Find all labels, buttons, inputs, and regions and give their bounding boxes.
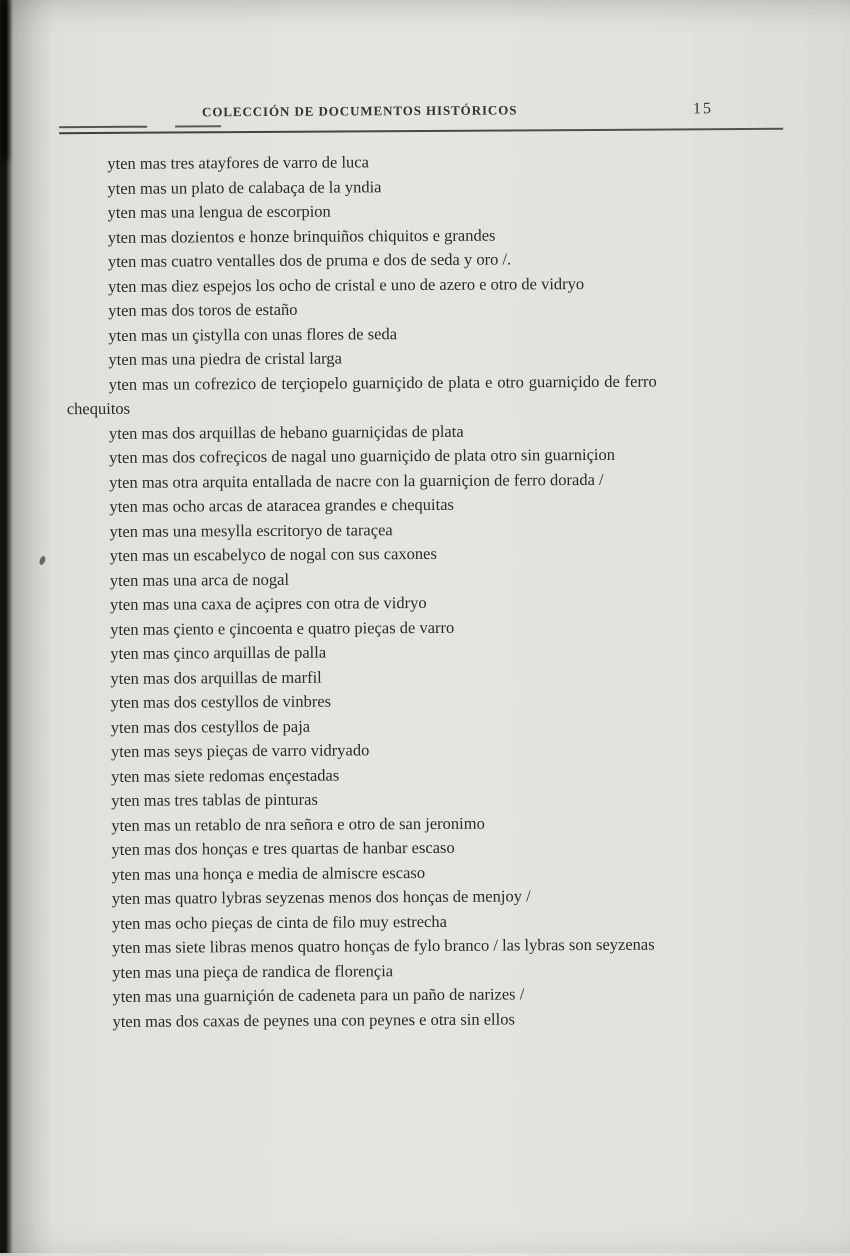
- inventory-entry: yten mas siete libras menos quatro honças de fylo branco / las lybras son seyzenas: [112, 934, 655, 957]
- inventory-entry: yten mas dos cestyllos de vinbres: [110, 691, 332, 712]
- inventory-entry: yten mas dos arquillas de marfil: [110, 667, 322, 688]
- page-header: [0, 100, 847, 127]
- inventory-entry: yten mas diez espejos los ocho de cristal e uno de azero e otro de vidryo: [108, 273, 585, 296]
- inventory-entry: yten mas un plato de calabaça de la yndia: [107, 176, 382, 198]
- inventory-entry: yten mas una pieça de randica de florençia: [112, 960, 394, 982]
- inventory-entry: yten mas un cofrezico de terçiopelo guarniçido de plata e otro guarniçido de ferro chequitos: [66, 371, 657, 419]
- inventory-entry: yten mas una lengua de escorpion: [107, 201, 331, 222]
- inventory-entry: yten mas dos toros de estaño: [108, 299, 298, 320]
- inventory-entry: yten mas dos arquillas de hebano guarniçidas de plata: [108, 421, 464, 443]
- inventory-entry: yten mas dos cofreçicos de nagal uno guarniçido de plata otro sin guarniçion: [109, 444, 616, 467]
- page-header-title: COLECCIÓN DE DOCUMENTOS HISTÓRICOS: [201, 102, 518, 120]
- inventory-entry: yten mas una honça e media de almiscre escaso: [111, 862, 426, 884]
- inventory-entry: yten mas una guarniçión de cadeneta para un paño de narizes /: [112, 984, 525, 1006]
- inventory-entry: yten mas ocho pieças de cinta de filo muy estrecha: [111, 911, 447, 933]
- inventory-entry: yten mas dozientos e honze brinquiños chiquitos e grandes: [107, 225, 496, 247]
- inventory-entry: yten mas quatro lybras seyzenas menos dos honças de menjoy /: [111, 886, 531, 908]
- inventory-entry: yten mas seys pieças de varro vidryado: [110, 740, 370, 761]
- inventory-entry: yten mas dos caxas de peynes una con peynes e otra sin ellos: [112, 1008, 515, 1031]
- inventory-entry: yten mas çiento e çincoenta e quatro pieças de varro: [110, 617, 455, 639]
- inventory-list: [65, 149, 660, 1035]
- inventory-entry: yten mas tres atayfores de varro de luca: [107, 152, 369, 173]
- inventory-entry: yten mas siete redomas ençestadas: [111, 765, 340, 786]
- inventory-entry: yten mas çinco arquillas de palla: [110, 642, 327, 663]
- inventory-entry: yten mas una mesylla escritoryo de taraçea: [109, 519, 393, 541]
- inventory-entry: yten mas ocho arcas de ataracea grandes e chequitas: [109, 494, 454, 516]
- inventory-entry: yten mas un çistylla con unas flores de seda: [108, 323, 398, 345]
- header-rule: [59, 128, 783, 134]
- inventory-entry: yten mas un retablo de nra señora e otro de san jeronimo: [111, 813, 485, 835]
- inventory-entry: yten mas una arca de nogal: [109, 569, 290, 590]
- inventory-entry: yten mas otra arquita entallada de nacre con la guarniçion de ferro dorada /: [109, 469, 604, 492]
- page-number: 15: [692, 100, 714, 118]
- inventory-entry: yten mas dos honças e tres quartas de hanbar escaso: [111, 837, 455, 859]
- inventory-entry: yten mas un escabelyco de nogal con sus caxones: [109, 543, 437, 565]
- inventory-entry: yten mas cuatro ventalles dos de pruma e dos de seda y oro /.: [107, 249, 512, 271]
- inventory-entry: yten mas dos cestyllos de paja: [110, 716, 311, 737]
- inventory-entry: yten mas una piedra de cristal larga: [108, 348, 342, 369]
- inventory-entry: yten mas tres tablas de pinturas: [111, 789, 318, 810]
- inventory-entry: yten mas una caxa de açipres con otra de vidryo: [109, 592, 427, 614]
